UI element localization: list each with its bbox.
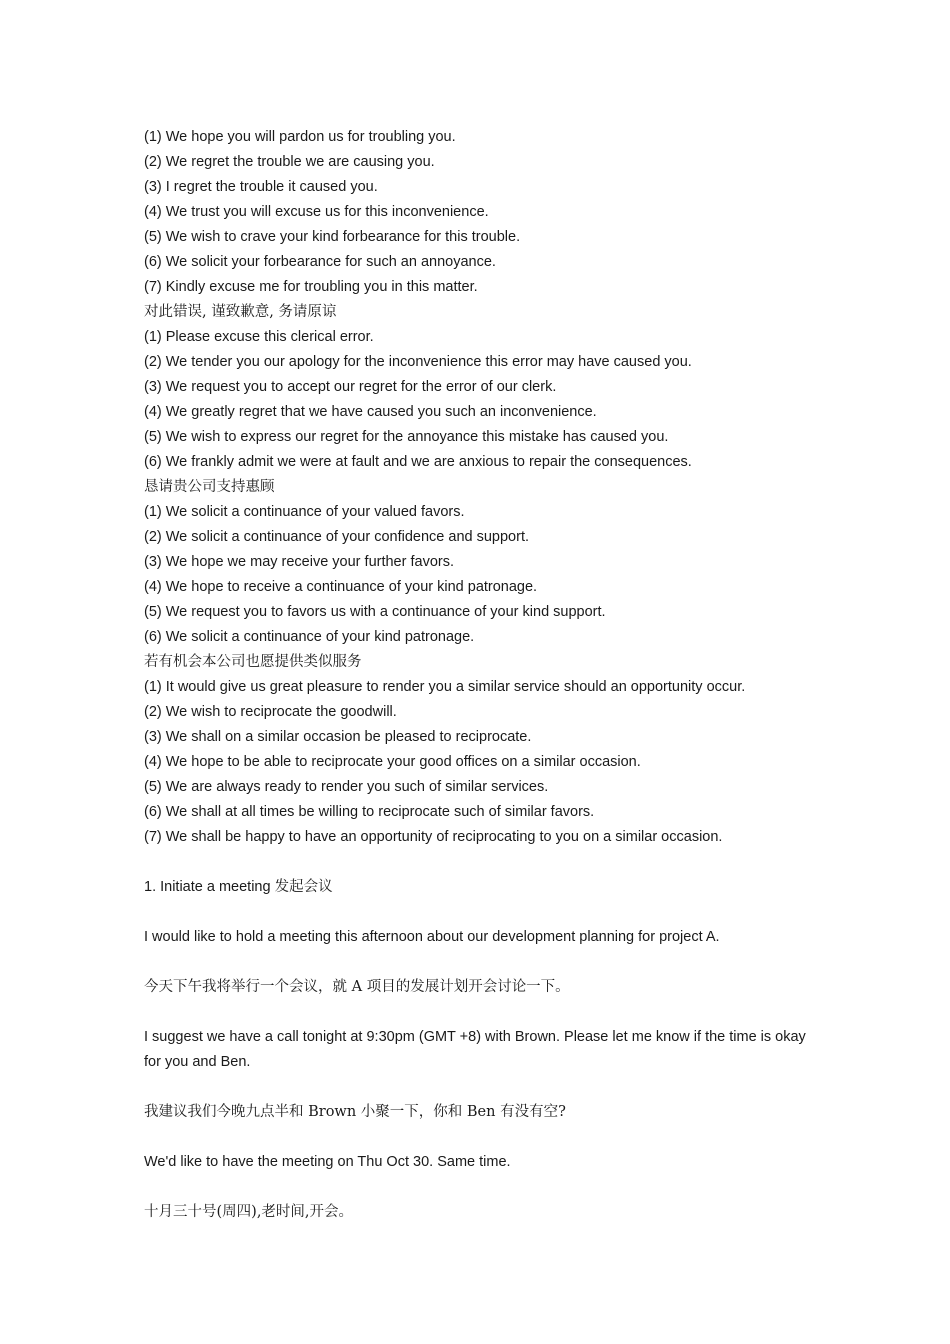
list-item: (4) We hope to be able to reciprocate your good offices on a similar occasion. bbox=[144, 754, 641, 770]
paragraph-cn: 十月三十号(周四),老时间,开会。 bbox=[144, 1204, 354, 1220]
list-item: (4) We greatly regret that we have caused you such an inconvenience. bbox=[144, 404, 597, 420]
list-item: (1) It would give us great pleasure to render you a similar service should an opportunity occur. bbox=[144, 679, 746, 695]
list-item: (3) We shall on a similar occasion be pleased to reciprocate. bbox=[144, 729, 532, 745]
apology-list-1 bbox=[144, 125, 814, 300]
list-item: (7) Kindly excuse me for troubling you in this matter. bbox=[144, 279, 478, 295]
list-item: (5) We request you to favors us with a continuance of your kind support. bbox=[144, 604, 606, 620]
section-heading: 对此错误, 谨致歉意, 务请原谅 bbox=[144, 304, 337, 320]
list-item: (3) I regret the trouble it caused you. bbox=[144, 179, 378, 195]
list-item: (2) We solicit a continuance of your confidence and support. bbox=[144, 529, 530, 545]
spacer bbox=[144, 1075, 814, 1100]
list-item: (5) We are always ready to render you such of similar services. bbox=[144, 779, 549, 795]
spacer bbox=[144, 950, 814, 975]
list-item: (1) Please excuse this clerical error. bbox=[144, 329, 374, 345]
list-item: (6) We solicit a continuance of your kind patronage. bbox=[144, 629, 475, 645]
spacer bbox=[144, 850, 814, 875]
paragraph-cn: 我建议我们今晚九点半和 Brown 小聚一下，你和 Ben 有没有空? bbox=[144, 1104, 566, 1120]
spacer bbox=[144, 1000, 814, 1025]
error-apology-section bbox=[144, 300, 814, 475]
list-item: (4) We trust you will excuse us for this inconvenience. bbox=[144, 204, 489, 220]
list-item: (5) We wish to express our regret for the annoyance this mistake has caused you. bbox=[144, 429, 669, 445]
spacer bbox=[144, 1125, 814, 1150]
list-item: (1) We solicit a continuance of your valued favors. bbox=[144, 504, 465, 520]
list-item: (5) We wish to crave your kind forbearance for this trouble. bbox=[144, 229, 521, 245]
paragraph-en: I suggest we have a call tonight at 9:30pm (GMT +8) with Brown. Please let me know if the time is okay for you and Ben. bbox=[144, 1029, 806, 1070]
list-item: (6) We shall at all times be willing to reciprocate such of similar favors. bbox=[144, 804, 595, 820]
list-item: (6) We solicit your forbearance for such an annoyance. bbox=[144, 254, 496, 270]
list-item: (4) We hope to receive a continuance of your kind patronage. bbox=[144, 579, 538, 595]
reciprocate-section bbox=[144, 650, 814, 850]
list-item: (2) We wish to reciprocate the goodwill. bbox=[144, 704, 397, 720]
meeting-section bbox=[144, 875, 814, 1225]
list-item: (2) We regret the trouble we are causing you. bbox=[144, 154, 435, 170]
list-item: (1) We hope you will pardon us for troubling you. bbox=[144, 129, 456, 145]
paragraph-en: We'd like to have the meeting on Thu Oct 30. Same time. bbox=[144, 1154, 511, 1170]
document-page bbox=[144, 125, 814, 1225]
list-item: (3) We hope we may receive your further favors. bbox=[144, 554, 454, 570]
spacer bbox=[144, 1175, 814, 1200]
list-item: (7) We shall be happy to have an opportunity of reciprocating to you on a similar occasion. bbox=[144, 829, 723, 845]
section-heading: 恳请贵公司支持惠顾 bbox=[144, 479, 275, 495]
spacer bbox=[144, 900, 814, 925]
paragraph-cn: 今天下午我将举行一个会议，就 A 项目的发展计划开会讨论一下。 bbox=[144, 979, 570, 995]
section-heading: 若有机会本公司也愿提供类似服务 bbox=[144, 654, 362, 670]
paragraph-en: I would like to hold a meeting this afternoon about our development planning for project A. bbox=[144, 929, 720, 945]
patronage-section bbox=[144, 475, 814, 650]
list-item: (3) We request you to accept our regret for the error of our clerk. bbox=[144, 379, 557, 395]
list-item: (6) We frankly admit we were at fault and we are anxious to repair the consequences. bbox=[144, 454, 692, 470]
list-item: (2) We tender you our apology for the inconvenience this error may have caused you. bbox=[144, 354, 692, 370]
meeting-title: 1. Initiate a meeting 发起会议 bbox=[144, 879, 333, 895]
